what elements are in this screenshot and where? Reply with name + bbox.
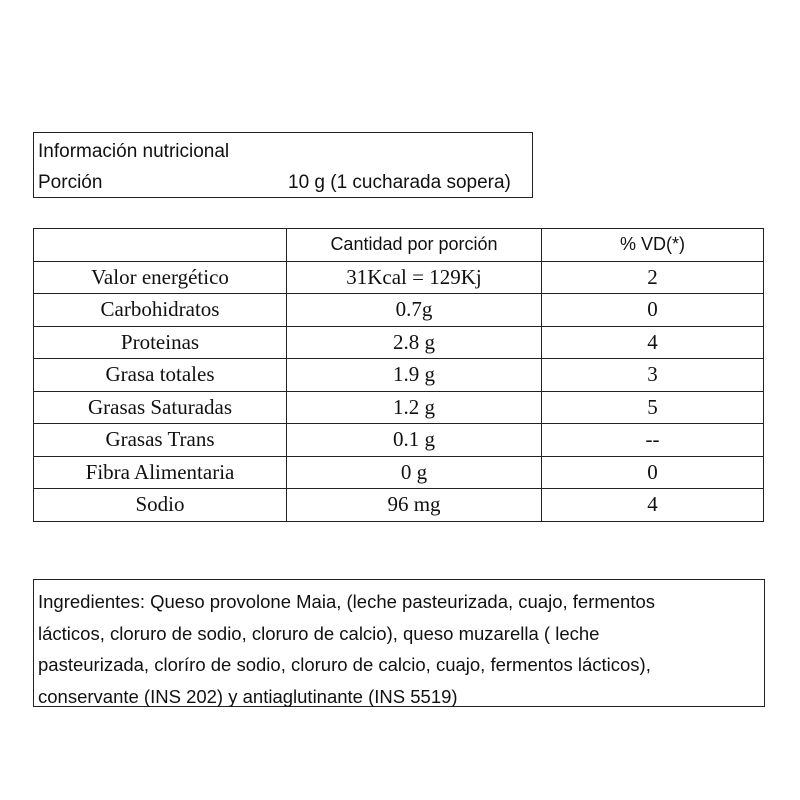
nutrient-amount: 96 mg xyxy=(287,489,542,522)
nutrient-name: Valor energético xyxy=(34,261,287,294)
nutrient-name: Proteinas xyxy=(34,326,287,359)
column-header-amount: Cantidad por porción xyxy=(287,229,542,262)
column-header-vd: % VD(*) xyxy=(542,229,764,262)
ingredients-box xyxy=(33,579,765,707)
ingredients-line: Ingredientes: Queso provolone Maia, (leche pasteurizada, cuajo, fermentos xyxy=(38,591,656,612)
table-row xyxy=(34,359,764,392)
nutrient-amount: 0.1 g xyxy=(287,424,542,457)
nutrient-vd: 2 xyxy=(542,261,764,294)
nutrient-vd: 0 xyxy=(542,456,764,489)
nutrient-vd: 4 xyxy=(542,326,764,359)
nutrient-vd: -- xyxy=(542,424,764,457)
nutrient-name: Grasa totales xyxy=(34,359,287,392)
serving-label: Porción xyxy=(38,172,103,193)
nutrient-name: Sodio xyxy=(34,489,287,522)
table-row xyxy=(34,456,764,489)
table-row xyxy=(34,326,764,359)
table-row xyxy=(34,489,764,522)
nutrition-title: Información nutricional xyxy=(38,141,230,162)
table-row xyxy=(34,424,764,457)
nutrient-amount: 0.7g xyxy=(287,294,542,327)
nutrient-amount: 2.8 g xyxy=(287,326,542,359)
nutrient-name: Fibra Alimentaria xyxy=(34,456,287,489)
nutrition-header-box xyxy=(33,132,533,198)
nutrient-name: Grasas Saturadas xyxy=(34,391,287,424)
table-row xyxy=(34,261,764,294)
table-header-row xyxy=(34,229,764,262)
column-header-nutrient xyxy=(34,229,287,262)
nutrient-amount: 0 g xyxy=(287,456,542,489)
nutrient-amount: 1.9 g xyxy=(287,359,542,392)
nutrient-vd: 3 xyxy=(542,359,764,392)
ingredients-line: lácticos, cloruro de sodio, cloruro de calcio), queso muzarella ( leche xyxy=(38,622,600,644)
nutrient-vd: 4 xyxy=(542,489,764,522)
serving-value: 10 g (1 cucharada sopera) xyxy=(288,172,511,193)
nutrient-vd: 0 xyxy=(542,294,764,327)
table-row xyxy=(34,391,764,424)
nutrient-name: Carbohidratos xyxy=(34,294,287,327)
nutrient-amount: 1.2 g xyxy=(287,391,542,424)
nutrient-name: Grasas Trans xyxy=(34,424,287,457)
table-row xyxy=(34,294,764,327)
nutrient-vd: 5 xyxy=(542,391,764,424)
nutrition-table xyxy=(33,228,764,522)
ingredients-line: conservante (INS 202) y antiaglutinante (INS 5519) xyxy=(38,685,458,707)
nutrient-amount: 31Kcal = 129Kj xyxy=(287,261,542,294)
ingredients-line: pasteurizada, cloríro de sodio, cloruro de calcio, cuajo, fermentos lácticos), xyxy=(38,654,651,675)
